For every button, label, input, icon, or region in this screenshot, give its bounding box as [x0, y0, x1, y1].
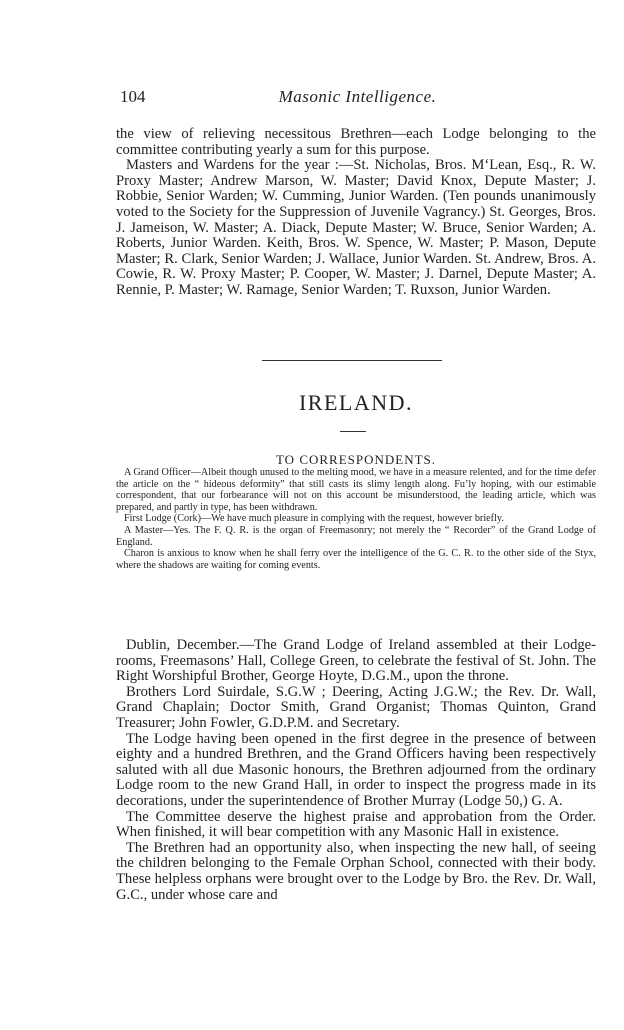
running-title: Masonic Intelligence. [278, 87, 437, 106]
section-divider-rule [262, 360, 442, 361]
correspondents-heading: TO CORRESPONDENTS. [275, 452, 437, 467]
section-title-ireland: IRELAND. [298, 390, 414, 415]
page-number: 104 [120, 87, 146, 106]
page-header [120, 87, 595, 111]
note-charon: Charon is anxious to know when he shall ferry over the intelligence of the G. C. R. to the other side of the Styx, where the shadows are waiting for coming events. [116, 548, 596, 571]
dublin-report-text [116, 638, 596, 903]
note-a-master: A Master—Yes. The F. Q. R. is the organ of Freemasonry; not merely the “ Recorder” of the Grand Lodge of England. [116, 524, 596, 548]
paragraph-orphan-school: The Brethren had an opportunity also, when inspecting the new hall, of seeing the children belonging to the Female Orphan School, connected with their body. These helpless orphans were brought over to the Lodge by Bro. the Rev. Dr. Wall, G.C., under whose care and [116, 839, 596, 903]
paragraph-officers-present: Brothers Lord Suirdale, S.G.W ; Deering, Acting J.G.W.; the Rev. Dr. Wall, Grand Chaplain; Doctor Smith, Grand Organist; Thomas Quinton, Grand Treasurer; John Fowler, G.D.P.M. and Secretary. [116, 683, 596, 731]
correspondents-notes [116, 467, 596, 571]
paragraph-relief-committee: the view of relieving necessitous Brethren—each Lodge belonging to the committee contributing yearly a sum for this purpose. [116, 126, 596, 158]
note-first-lodge: First Lodge (Cork)—We have much pleasure in complying with the request, however briefly. [124, 513, 504, 525]
title-short-rule [340, 431, 366, 432]
paragraph-committee-praise: The Committee deserve the highest praise and approbation from the Order. When finished, it will bear competition with any Masonic Hall in existence. [116, 808, 596, 841]
scotland-lodges-text [116, 127, 596, 299]
note-grand-officer: A Grand Officer—Albeit though unused to the melting mood, we have in a measure relented, and for the time defer the article on the “ hideous deformity” that still casts its slimy length along. Fu’ly hoping, with our estimable correspondent, that our forbearance will not on this account be misunderstood, the leading article, which was prepared, and partly in type, has been withdrawn. [116, 467, 596, 513]
paragraph-lodge-opened: The Lodge having been opened in the first degree in the presence of between eighty and a hundred Brethren, and the Grand Officers having been respectively saluted with all due Masonic honours, the Brethren adjourned from the ordinary Lodge room to the new Grand Hall, in order to inspect the progress made in its decorations, under the superintendence of Brother Murray (Lodge 50,) G. A. [116, 730, 596, 809]
paragraph-dublin-intro: Dublin, December.—The Grand Lodge of Ireland assembled at their Lodge-rooms, Freemasons’ Hall, College Green, to celebrate the festival of St. John. The Right Worshipful Brother, George Hoyte, D.G.M., upon the throne. [116, 637, 596, 685]
paragraph-masters-wardens: Masters and Wardens for the year :—St. Nicholas, Bros. M‘Lean, Esq., R. W. Proxy Master; Andrew Marson, W. Master; David Knox, Depute Master; J. Robbie, Senior Warden; W. Cumming, Junior Warden. (Ten pounds unanimously voted to the Society for the Suppression of Juvenile Vagrancy.) St. Georges, Bros. J. Jameison, W. Master; A. Diack, Depute Master; W. Bruce, Senior Warden; A. Roberts, Junior Warden. Keith, Bros. W. Spence, W. Master; P. Mason, Depute Master; R. Clark, Senior Warden; J. Wallace, Junior Warden. St. Andrew, Bros. A. Cowie, R. W. Proxy Master; P. Cooper, W. Master; J. Darnel, Depute Master; A. Rennie, P. Master; W. Ramage, Senior Warden; T. Ruxson, Junior Warden. [116, 157, 596, 298]
